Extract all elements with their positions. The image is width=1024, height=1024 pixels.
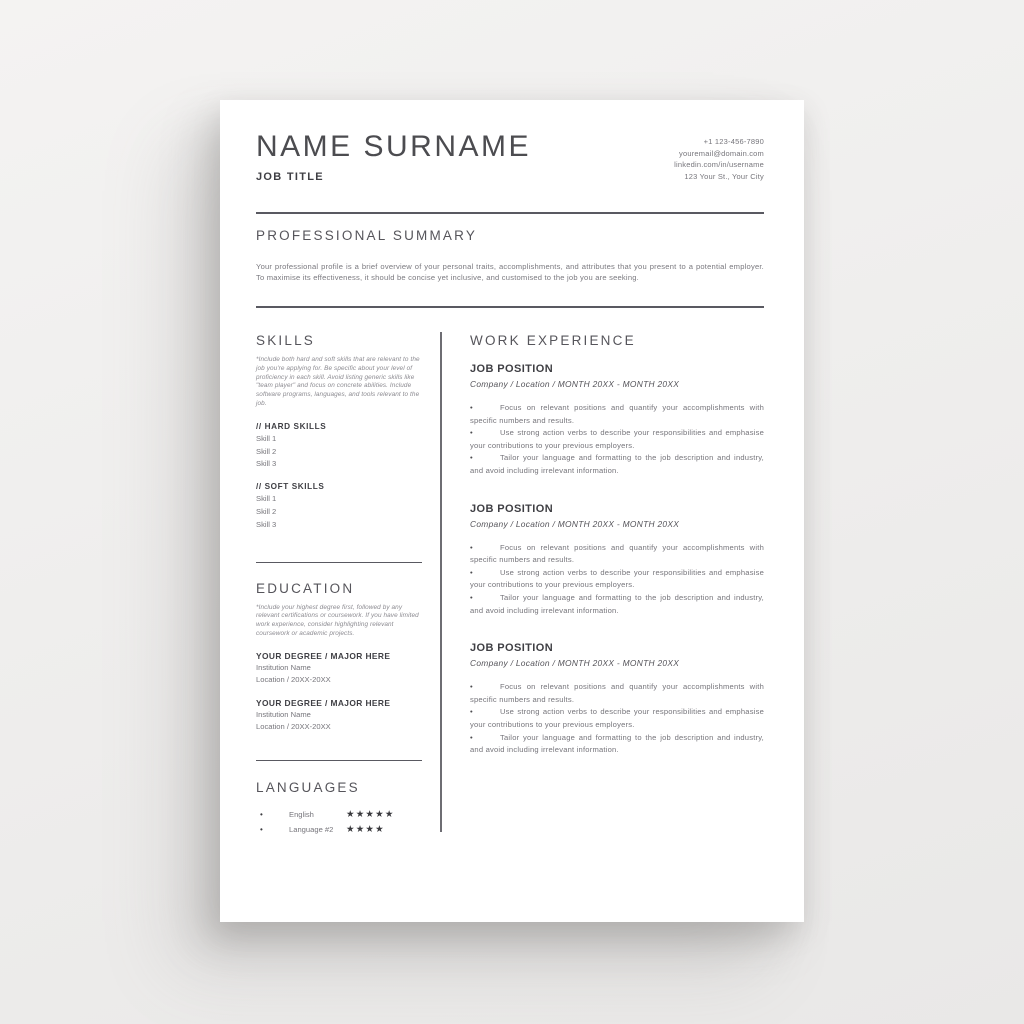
language-row xyxy=(256,822,422,837)
bullet-text: Tailor your language and formatting to the job description and industry, and avoid including irrelevant information. xyxy=(470,592,764,615)
job-meta: Company / Location / MONTH 20XX - MONTH 20XX xyxy=(470,658,680,669)
job-meta: Company / Location / MONTH 20XX - MONTH 20XX xyxy=(470,379,680,389)
bullet-icon: • xyxy=(470,403,473,412)
resume-page xyxy=(220,100,804,922)
job-bullet-list xyxy=(470,542,764,618)
summary-divider xyxy=(256,306,764,308)
header-divider xyxy=(256,212,764,214)
bullet-text: Tailor your language and formatting to the job description and industry, and avoid including irrelevant information. xyxy=(470,732,764,755)
bullet-icon: • xyxy=(470,592,473,602)
bullet-point xyxy=(470,706,764,731)
bullet-text: Tailor your language and formatting to the job description and industry, and avoid including irrelevant information. xyxy=(470,453,764,475)
contact-linkedin: linkedin.com/in/username xyxy=(674,160,764,169)
institution-name: Institution Name xyxy=(256,709,311,719)
bullet-text: Focus on relevant positions and quantify your accomplishments with specific numbers and results. xyxy=(470,542,764,565)
job-title: JOB POSITION xyxy=(470,642,554,655)
degree-title: YOUR DEGREE / MAJOR HERE xyxy=(256,697,391,708)
bullet-icon: • xyxy=(470,542,473,552)
job-entry xyxy=(470,642,764,757)
left-column xyxy=(256,330,422,837)
education-entry xyxy=(256,697,422,733)
skills-divider xyxy=(256,562,422,563)
bullet-icon: • xyxy=(470,567,473,577)
skill-item: Skill 2 xyxy=(256,446,277,456)
language-name: English xyxy=(289,809,314,819)
skill-item: Skill 1 xyxy=(256,494,277,504)
bullet-icon: • xyxy=(260,824,263,834)
resume-header xyxy=(256,130,764,183)
job-bullet-list xyxy=(470,402,764,478)
bullet-text: Focus on relevant positions and quantify your accomplishments with specific numbers and results. xyxy=(470,403,764,425)
contact-block xyxy=(674,136,764,182)
bullet-icon: • xyxy=(470,428,473,438)
hard-skills-list xyxy=(256,433,422,471)
skills-note: *Include both hard and soft skills that are relevant to the job you're applying for. Be specific about your level of proficiency in each skill. Avoid listing generic skills like "team player" and focus on concrete abilities. Include software programs, languages, and tools relevant to the job. xyxy=(256,356,420,407)
education-heading: EDUCATION xyxy=(256,580,355,596)
languages-list xyxy=(256,807,422,837)
bullet-point xyxy=(470,427,764,452)
languages-heading: LANGUAGES xyxy=(256,779,360,795)
education-divider xyxy=(256,760,422,761)
hard-skills-label: // HARD SKILLS xyxy=(256,421,327,431)
experience-heading: WORK EXPERIENCE xyxy=(470,333,636,348)
bullet-text: Use strong action verbs to describe your responsibilities and emphasise your contributions to your previous employers. xyxy=(470,428,764,450)
language-row xyxy=(256,807,422,822)
bullet-point xyxy=(470,402,764,427)
bullet-text: Use strong action verbs to describe your responsibilities and emphasise your contributions to your previous employers. xyxy=(470,707,764,729)
education-meta: Location / 20XX-20XX xyxy=(256,674,331,684)
job-title: JOB POSITION xyxy=(470,363,554,375)
skills-heading: SKILLS xyxy=(256,333,315,348)
bullet-point xyxy=(470,732,764,757)
bullet-point xyxy=(470,452,764,477)
columns-area xyxy=(256,330,764,890)
job-entry xyxy=(470,363,764,478)
bullet-icon: • xyxy=(470,682,473,692)
star-rating: ★★★★ xyxy=(346,823,385,835)
skill-item: Skill 2 xyxy=(256,506,277,516)
identity-block xyxy=(256,130,531,183)
job-meta: Company / Location / MONTH 20XX - MONTH 20XX xyxy=(470,518,680,529)
summary-heading: PROFESSIONAL SUMMARY xyxy=(256,228,478,243)
person-name: NAME SURNAME xyxy=(256,130,532,163)
summary-text: Your professional profile is a brief overview of your personal traits, accomplishments, and attributes that you present to a potential employer. To maximise its effectiveness, it should be concise yet inclusive, and customised to the job you are seeking. xyxy=(256,262,764,282)
bullet-point xyxy=(470,542,764,567)
bullet-icon: • xyxy=(470,732,473,742)
star-rating: ★★★★★ xyxy=(346,808,395,820)
job-entry xyxy=(470,503,764,618)
bullet-icon: • xyxy=(470,453,473,463)
bullet-icon: • xyxy=(470,707,473,717)
bullet-icon: • xyxy=(260,809,263,819)
contact-phone: +1 123-456-7890 xyxy=(703,137,764,146)
right-column xyxy=(470,330,764,757)
contact-address: 123 Your St., Your City xyxy=(684,171,764,181)
bullet-point xyxy=(470,592,764,617)
education-meta: Location / 20XX-20XX xyxy=(256,721,331,731)
skill-item: Skill 1 xyxy=(256,433,277,443)
bullet-text: Focus on relevant positions and quantify your accomplishments with specific numbers and results. xyxy=(470,682,764,704)
column-divider xyxy=(440,332,442,832)
job-title: JOB POSITION xyxy=(470,502,554,515)
job-bullet-list xyxy=(470,681,764,757)
skill-item: Skill 3 xyxy=(256,459,277,469)
bullet-point xyxy=(470,567,764,592)
person-job-title: JOB TITLE xyxy=(256,171,324,183)
degree-title: YOUR DEGREE / MAJOR HERE xyxy=(256,650,391,661)
bullet-point xyxy=(470,681,764,706)
soft-skills-list xyxy=(256,493,422,531)
soft-skills-label: // SOFT SKILLS xyxy=(256,482,325,492)
education-entry xyxy=(256,650,422,686)
institution-name: Institution Name xyxy=(256,662,311,672)
bullet-text: Use strong action verbs to describe your responsibilities and emphasise your contributions to your previous employers. xyxy=(470,567,764,590)
education-note: *Include your highest degree first, followed by any relevant certifications or coursework. If you have limited work experience, consider highlighting relevant coursework or academic projects. xyxy=(256,603,419,637)
skill-item: Skill 3 xyxy=(256,519,277,529)
language-name: Language #2 xyxy=(289,824,334,834)
contact-email: youremail@domain.com xyxy=(679,148,764,158)
